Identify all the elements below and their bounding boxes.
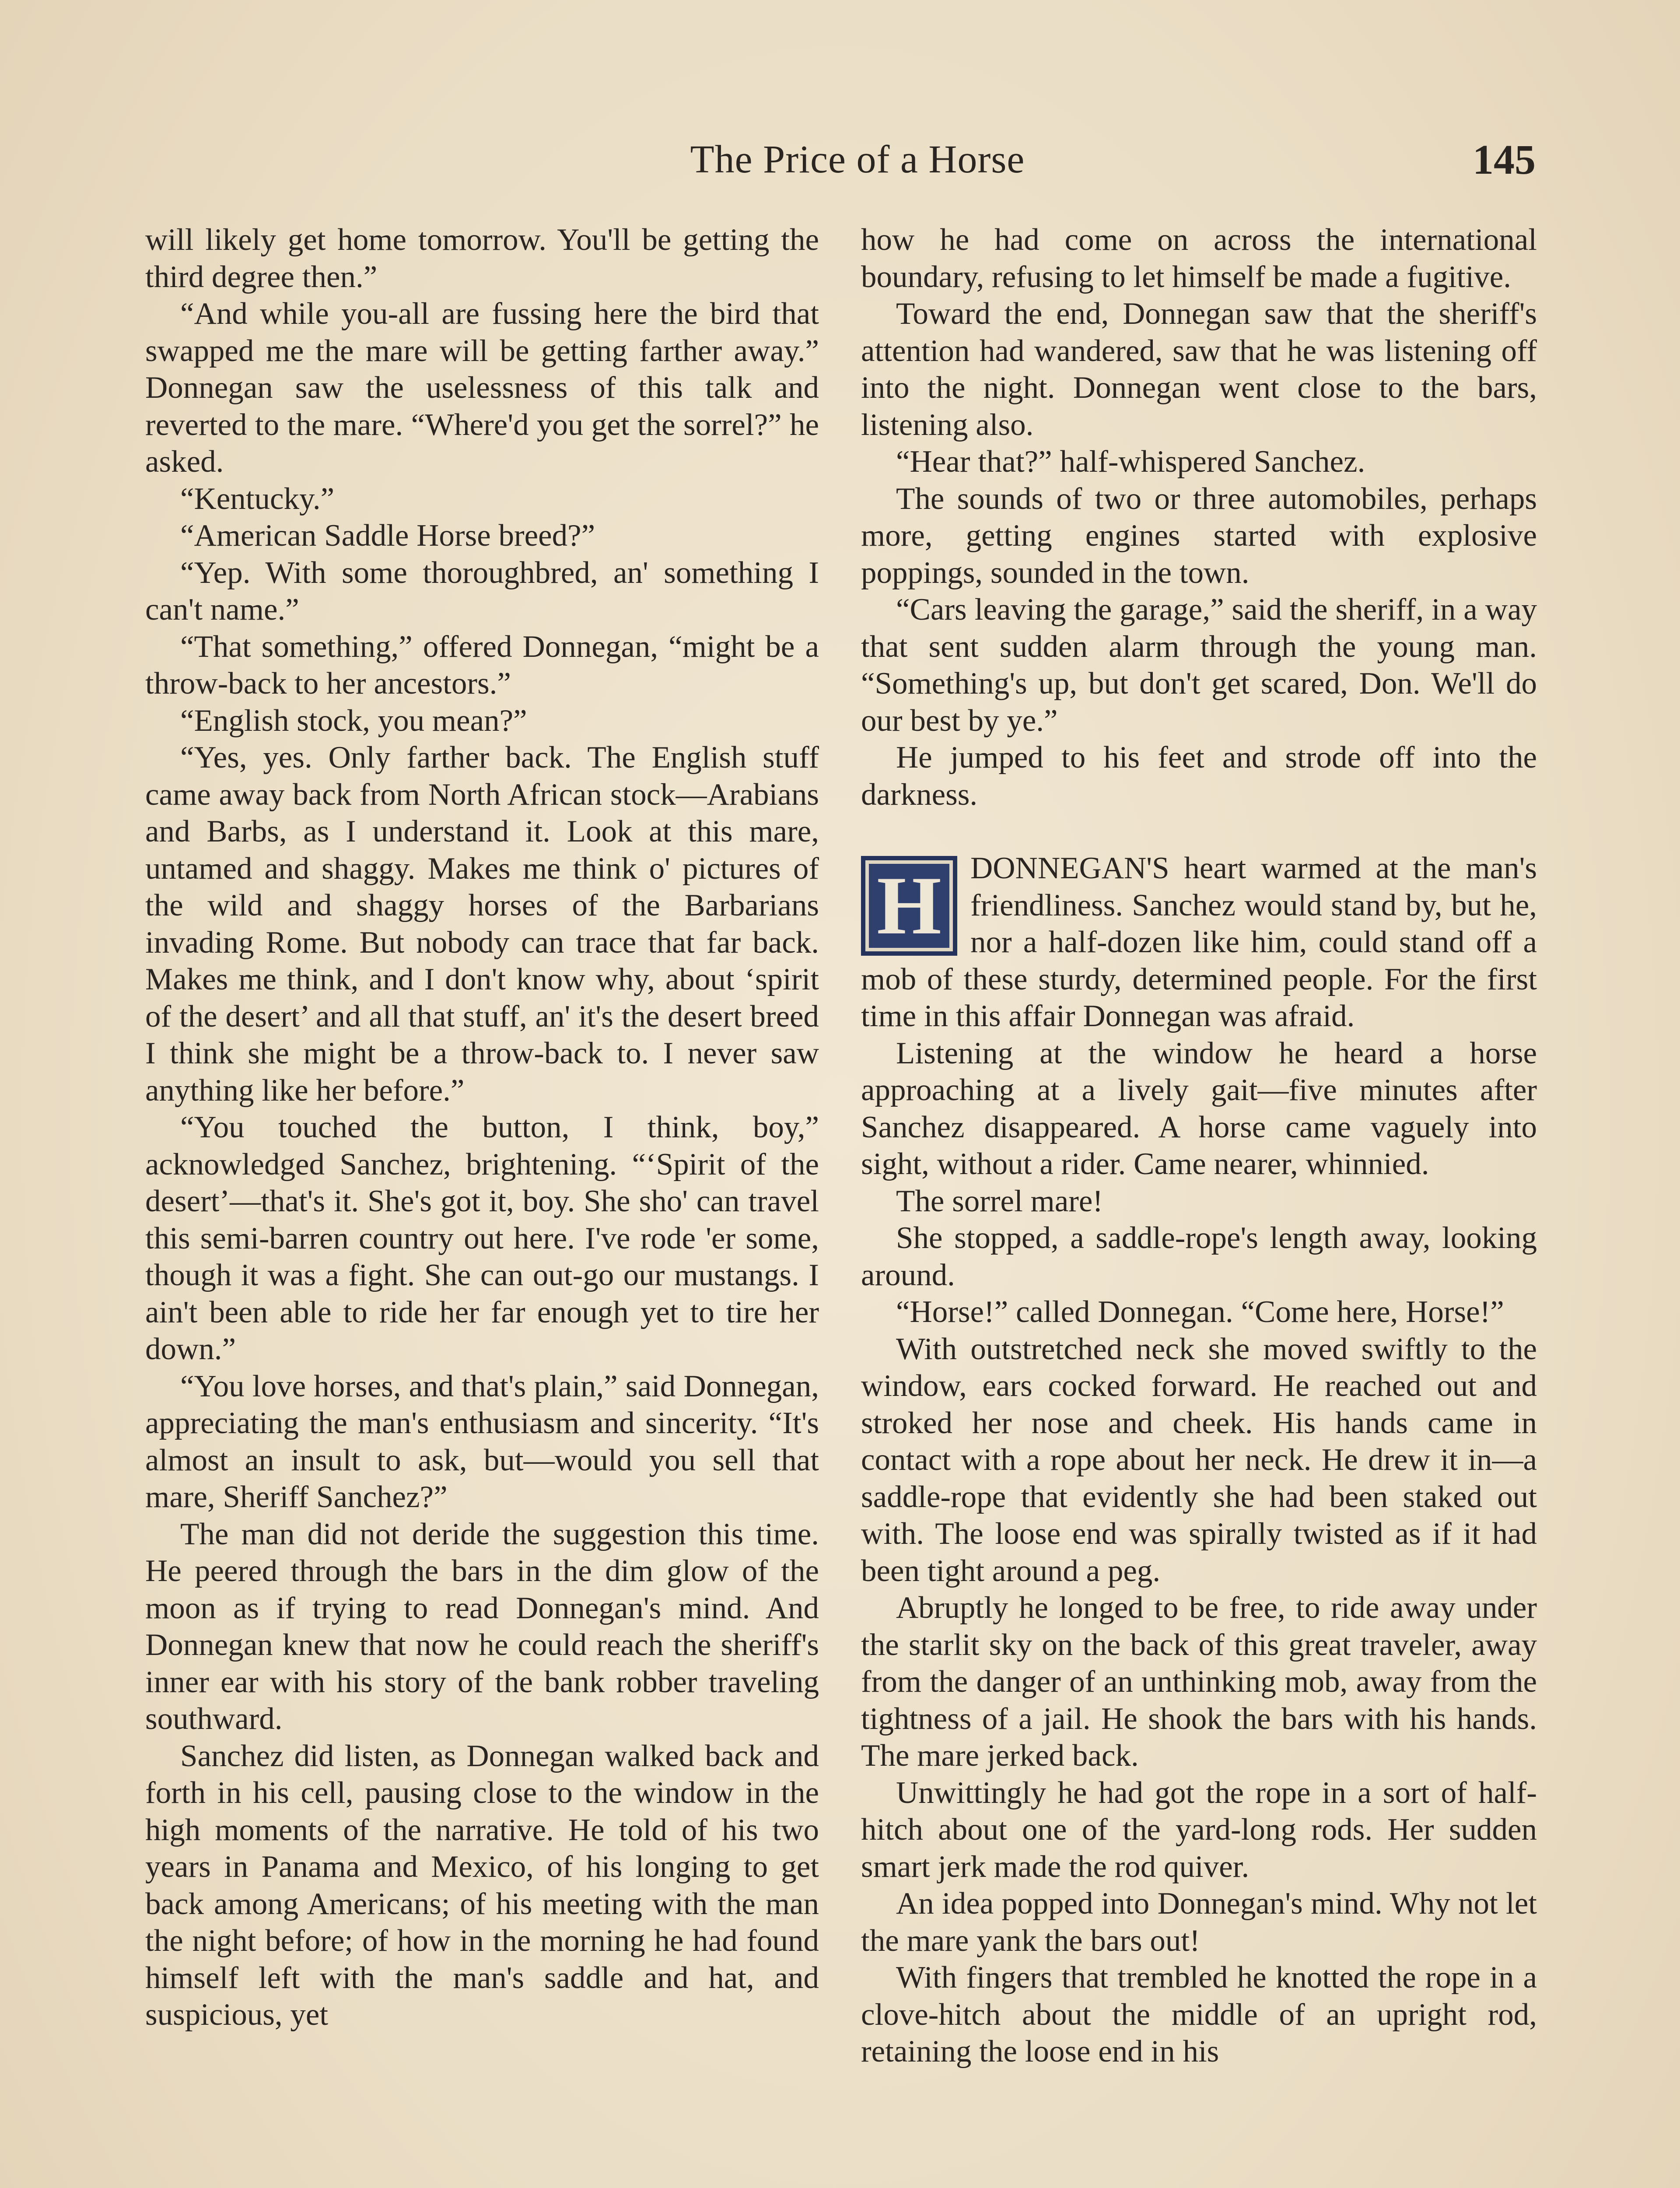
paragraph: “Horse!” called Donnegan. “Come here, Horse!” — [896, 1295, 1504, 1329]
paragraph: how he had come on across the international boundary, refusing to let himself be made a fugitive. — [861, 223, 1537, 294]
dropcap-letter: H — [877, 860, 942, 952]
paragraph: An idea popped into Donnegan's mind. Why not let the mare yank the bars out! — [861, 1886, 1537, 1958]
paragraph: The sorrel mare! — [896, 1184, 1103, 1218]
left-column — [145, 221, 819, 2034]
paragraph: “That something,” offered Donnegan, “might be a throw-back to her ancestors.” — [145, 629, 819, 701]
paragraph: With outstretched neck she moved swiftly to the window, ears cocked forward. He reached out and stroked her nose and cheek. His hands came in contact with a rope about her neck. He drew it in—a saddle-rope that evidently she had been staked out with. The loose end was spirally twisted as if it had been tight around a peg. — [861, 1332, 1537, 1588]
paragraph: He jumped to his feet and strode off into the darkness. — [861, 740, 1537, 812]
paragraph: “Yes, yes. Only farther back. The English stuff came away back from North African stock—Arabians and Barbs, as I understand it. Look at this mare, untamed and shaggy. Makes me think o' pictures of the wild and shaggy horses of the Barbarians invading Rome. But nobody can trace that far back. Makes me think, and I don't know why, about ‘spirit of the desert’ and all that stuff, an' it's the desert breed I think she might be a throw-back to. I never saw anything like her before.” — [145, 740, 819, 1108]
paragraph: “You love horses, and that's plain,” said Donnegan, appreciating the man's enthusiasm and sincerity. “It's almost an insult to ask, but—would you sell that mare, Sheriff Sanchez?” — [145, 1369, 819, 1514]
dropcap-text: DONNEGAN'S heart warmed at the man's friendliness. Sanchez would stand by, but he, nor a half-dozen like him, could stand off a mob of these sturdy, determined people. For the first time in this affair Donnegan was afraid. — [861, 851, 1537, 1033]
paragraph: She stopped, a saddle-rope's length away, looking around. — [861, 1221, 1537, 1292]
paragraph: will likely get home tomorrow. You'll be getting the third degree then.” — [145, 223, 819, 294]
page-header — [144, 131, 1536, 193]
paragraph: “Kentucky.” — [180, 481, 335, 516]
paragraph: Abruptly he longed to be free, to ride away under the starlit sky on the back of this great traveler, away from the danger of an unthinking mob, away from the tightness of a jail. He shook the bars with his hands. The mare jerked back. — [861, 1591, 1537, 1773]
page-number: 145 — [1473, 136, 1536, 183]
paragraph: “You touched the button, I think, boy,” acknowledged Sanchez, brightening. “‘Spirit of the desert’—that's it. She's got it, boy. She sho' can travel this semi-barren country out here. I've rode 'er some, though it was a fight. She can out-go our mustangs. I ain't been able to ride her far enough yet to tire her down.” — [145, 1110, 819, 1366]
paragraph: “American Saddle Horse breed?” — [180, 519, 595, 553]
running-title: The Price of a Horse — [690, 138, 1025, 181]
section-break — [861, 813, 1537, 850]
paragraph: “Hear that?” half-whispered Sanchez. — [896, 445, 1365, 479]
paragraph: “And while you-all are fussing here the bird that swapped me the mare will be getting farther away.” Donnegan saw the uselessness of this talk and reverted to the mare. “Where'd you get the sorrel?” he asked. — [145, 297, 819, 479]
paragraph: Toward the end, Donnegan saw that the sheriff's attention had wandered, saw that he was listening off into the night. Donnegan went close to the bars, listening also. — [861, 297, 1537, 442]
dropcap-ornament — [861, 856, 957, 956]
paragraph: With fingers that trembled he knotted the rope in a clove-hitch about the middle of an upright rod, retaining the loose end in his — [861, 1960, 1537, 2069]
paragraph: The man did not deride the suggestion this time. He peered through the bars in the dim glow of the moon as if trying to read Donnegan's mind. And Donnegan knew that now he could reach the sheriff's inner ear with his story of the bank robber traveling southward. — [145, 1517, 819, 1736]
paragraph: Sanchez did listen, as Donnegan walked back and forth in his cell, pausing close to the window in the high moments of the narrative. He told of his two years in Panama and Mexico, of his longing to get back among Americans; of his meeting with the man the night before; of how in the morning he had found himself left with the man's saddle and hat, and suspicious, yet — [145, 1739, 819, 2032]
paragraph: “Yep. With some thoroughbred, an' something I can't name.” — [145, 555, 819, 627]
dropcap-paragraph — [861, 850, 1537, 1035]
paragraph: “English stock, you mean?” — [180, 703, 527, 738]
paragraph: The sounds of two or three automobiles, perhaps more, getting engines started with explosive poppings, sounded in the town. — [861, 481, 1537, 590]
right-column — [861, 221, 1537, 2070]
paragraph: Unwittingly he had got the rope in a sort of half-hitch about one of the yard-long rods. Her sudden smart jerk made the rod quiver. — [861, 1775, 1537, 1884]
paragraph: Listening at the window he heard a horse approaching at a lively gait—five minutes after Sanchez disappeared. A horse came vaguely into sight, without a rider. Came nearer, whinnied. — [861, 1036, 1537, 1181]
paragraph: “Cars leaving the garage,” said the sheriff, in a way that sent sudden alarm through the young man. “Something's up, but don't get scared, Don. We'll do our best by ye.” — [861, 593, 1537, 738]
